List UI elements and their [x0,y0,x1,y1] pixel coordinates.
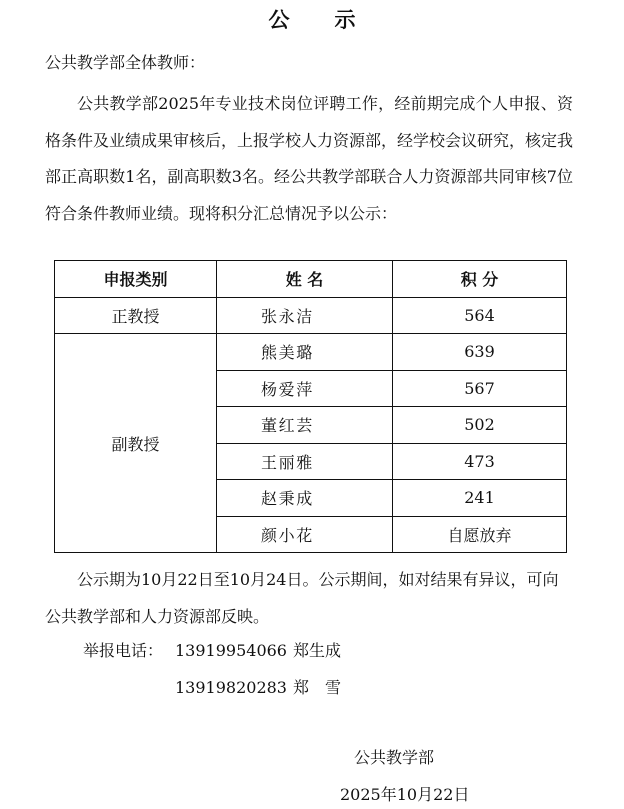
page-title: 公 示 [268,8,375,32]
table-row [55,334,567,371]
signature-dept: 公共教学部 [354,748,435,767]
report-label: 举报电话： [83,641,164,660]
name-cell: 张永洁 [217,297,393,334]
report-phone: 13919954066 [175,641,287,660]
header-name: 姓 名 [217,261,393,298]
score-cell: 567 [393,370,567,407]
name-cell: 熊美璐 [217,334,393,371]
name-cell: 王丽雅 [217,443,393,480]
report-phone: 13919820283 [175,678,287,697]
header-category: 申报类别 [55,261,217,298]
table-row [55,297,567,334]
score-table [54,260,567,553]
score-cell: 639 [393,334,567,371]
name-cell: 赵秉成 [217,480,393,517]
salutation: 公共教学部全体教师： [45,53,206,72]
report-contact-name: 郑 雪 [293,678,342,697]
name-cell: 颜小花 [217,516,393,553]
signature-date: 2025年10月22日 [340,785,470,804]
body-paragraph: 公共教学部2025年专业技术岗位评聘工作，经前期完成个人申报、资格条件及业绩成果审核后，上报学校人力资源部，经学校会议研究，核定我部正高职数1名，副高职数3名。经公共教学部联合人力资源部共同审核7位符合条件教师业绩。现将积分汇总情况予以公示： [45,94,574,223]
name-cell: 杨爱萍 [217,370,393,407]
table-header-row [55,261,567,298]
name-cell: 董红芸 [217,407,393,444]
report-line [83,675,341,698]
category-cell: 正教授 [55,297,217,334]
score-cell: 564 [393,297,567,334]
report-line [83,638,341,661]
notice-paragraph: 公示期为10月22日至10月24日。公示期间，如对结果有异议，可向公共教学部和人力资源部反映。 [45,570,559,626]
header-score: 积 分 [393,261,567,298]
score-cell: 241 [393,480,567,517]
category-cell: 副教授 [55,334,217,553]
score-cell: 502 [393,407,567,444]
report-contact-name: 郑生成 [293,641,342,660]
score-cell: 473 [393,443,567,480]
score-cell: 自愿放弃 [393,516,567,553]
